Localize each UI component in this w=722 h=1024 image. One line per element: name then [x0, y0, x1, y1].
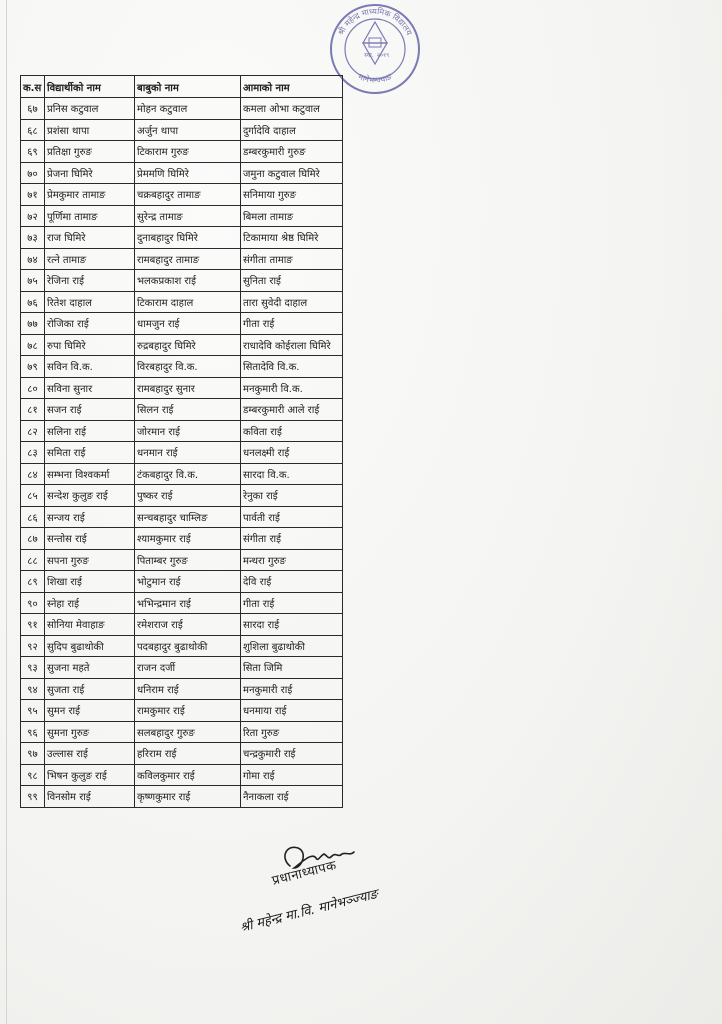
cell-student-name: सम्भना विश्वकर्मा: [45, 463, 135, 485]
cell-serial: ८२: [21, 420, 45, 442]
table-row: [21, 141, 343, 163]
cell-father-name: मोहन कटुवाल: [135, 98, 241, 120]
cell-mother-name: सिता जिमि: [241, 657, 343, 679]
cell-mother-name: शुशिला बुढाथोकी: [241, 635, 343, 657]
cell-serial: ८५: [21, 485, 45, 507]
cell-student-name: प्रेजना घिमिरे: [45, 162, 135, 184]
cell-student-name: रोजिका राई: [45, 313, 135, 335]
svg-text:मानेभन्ज्याङ: [357, 72, 394, 85]
table-row: [21, 549, 343, 571]
cell-father-name: अर्जुन थापा: [135, 119, 241, 141]
cell-mother-name: देवि राई: [241, 571, 343, 593]
cell-serial: ८९: [21, 571, 45, 593]
cell-father-name: रामकुमार राई: [135, 700, 241, 722]
cell-serial: ७४: [21, 248, 45, 270]
cell-serial: ८६: [21, 506, 45, 528]
cell-father-name: भलकप्रकाश राई: [135, 270, 241, 292]
cell-father-name: चक्रबहादुर तामाङ: [135, 184, 241, 206]
cell-serial: ७०: [21, 162, 45, 184]
cell-father-name: राजन दर्जी: [135, 657, 241, 679]
cell-mother-name: सारदा राई: [241, 614, 343, 636]
table-row: [21, 313, 343, 335]
header-student-name: विद्यार्थीको नाम: [45, 76, 135, 98]
cell-father-name: रमेशराज राई: [135, 614, 241, 636]
cell-mother-name: राधादेवि कोईराला घिमिरे: [241, 334, 343, 356]
cell-student-name: सन्तोस राई: [45, 528, 135, 550]
cell-serial: ६८: [21, 119, 45, 141]
table-row: [21, 184, 343, 206]
table-row: [21, 227, 343, 249]
cell-mother-name: सनिमाया गुरुङ: [241, 184, 343, 206]
cell-father-name: पिताम्बर गुरुङ: [135, 549, 241, 571]
cell-serial: ९५: [21, 700, 45, 722]
cell-student-name: सन्देश कुलुङ राई: [45, 485, 135, 507]
cell-mother-name: सितादेवि वि.क.: [241, 356, 343, 378]
cell-father-name: सलबहादुर गुरुङ: [135, 721, 241, 743]
cell-father-name: हरिराम राई: [135, 743, 241, 765]
cell-serial: ६९: [21, 141, 45, 163]
cell-father-name: रामबहादुर सुनार: [135, 377, 241, 399]
cell-father-name: सुरेन्द्र तामाङ: [135, 205, 241, 227]
cell-serial: ९९: [21, 786, 45, 808]
cell-mother-name: गीता राई: [241, 313, 343, 335]
cell-student-name: समिता राई: [45, 442, 135, 464]
cell-mother-name: दुर्गादेवि दाहाल: [241, 119, 343, 141]
cell-student-name: सविन वि.क.: [45, 356, 135, 378]
cell-father-name: दुनाबहादुर घिमिरे: [135, 227, 241, 249]
cell-serial: ७९: [21, 356, 45, 378]
cell-father-name: कविलकुमार राई: [135, 764, 241, 786]
cell-father-name: जोरमान राई: [135, 420, 241, 442]
cell-student-name: भिषन कुलुङ राई: [45, 764, 135, 786]
table-row: [21, 485, 343, 507]
cell-father-name: पदबहादुर बुढाथोकी: [135, 635, 241, 657]
cell-student-name: विनसोम राई: [45, 786, 135, 808]
cell-serial: ८३: [21, 442, 45, 464]
cell-mother-name: बिमला तामाङ: [241, 205, 343, 227]
table-row: [21, 700, 343, 722]
cell-mother-name: रेनुका राई: [241, 485, 343, 507]
cell-student-name: रेजिना राई: [45, 270, 135, 292]
cell-mother-name: पार्वती राई: [241, 506, 343, 528]
cell-student-name: प्रशंसा थापा: [45, 119, 135, 141]
cell-serial: ८७: [21, 528, 45, 550]
cell-father-name: श्यामकुमार राई: [135, 528, 241, 550]
cell-serial: ९७: [21, 743, 45, 765]
cell-mother-name: मन्थरा गुरुङ: [241, 549, 343, 571]
cell-student-name: प्रेमकुमार तामाङ: [45, 184, 135, 206]
table-row: [21, 786, 343, 808]
cell-father-name: टिकाराम दाहाल: [135, 291, 241, 313]
stamp-bottom-text: मानेभन्ज्याङ: [356, 71, 394, 85]
cell-student-name: सुमना गुरुङ: [45, 721, 135, 743]
cell-student-name: प्रनिस कटुवाल: [45, 98, 135, 120]
cell-serial: ९३: [21, 657, 45, 679]
cell-student-name: राज घिमिरे: [45, 227, 135, 249]
cell-student-name: शिखा राई: [45, 571, 135, 593]
cell-serial: ८१: [21, 399, 45, 421]
paper-edge: [6, 0, 7, 1024]
cell-serial: ९२: [21, 635, 45, 657]
cell-student-name: सोनिया मेवाहाङ: [45, 614, 135, 636]
table-row: [21, 356, 343, 378]
cell-mother-name: मनकुमारी वि.क.: [241, 377, 343, 399]
table-row: [21, 248, 343, 270]
table-row: [21, 571, 343, 593]
cell-student-name: रत्ने तामाङ: [45, 248, 135, 270]
cell-father-name: प्रेममणि घिमिरे: [135, 162, 241, 184]
cell-mother-name: कविता राई: [241, 420, 343, 442]
cell-father-name: पुष्कर राई: [135, 485, 241, 507]
cell-serial: ९०: [21, 592, 45, 614]
cell-student-name: सुजना महते: [45, 657, 135, 679]
cell-father-name: धामजुन राई: [135, 313, 241, 335]
header-father-name: बाबुको नाम: [135, 76, 241, 98]
cell-serial: ७६: [21, 291, 45, 313]
cell-serial: ८८: [21, 549, 45, 571]
cell-mother-name: डम्बरकुमारी गुरुङ: [241, 141, 343, 163]
table-row: [21, 399, 343, 421]
cell-serial: ७७: [21, 313, 45, 335]
table-row: [21, 592, 343, 614]
cell-mother-name: रिता गुरुङ: [241, 721, 343, 743]
table-row: [21, 506, 343, 528]
cell-father-name: सन्चबहादुर चाम्लिङ: [135, 506, 241, 528]
cell-father-name: भोटुमान राई: [135, 571, 241, 593]
roster-body: [21, 98, 343, 808]
cell-mother-name: कमला ओभा कटुवाल: [241, 98, 343, 120]
table-row: [21, 205, 343, 227]
cell-student-name: रुपा घिमिरे: [45, 334, 135, 356]
cell-serial: ७३: [21, 227, 45, 249]
table-row: [21, 764, 343, 786]
cell-mother-name: चन्द्रकुमारी राई: [241, 743, 343, 765]
cell-serial: ९८: [21, 764, 45, 786]
stamp-top-text: श्री महेन्द्र माध्यमिक विद्यालय: [336, 6, 414, 37]
cell-student-name: सपना गुरुङ: [45, 549, 135, 571]
cell-student-name: रितेश दाहाल: [45, 291, 135, 313]
table-row: [21, 377, 343, 399]
cell-mother-name: मनकुमारी राई: [241, 678, 343, 700]
cell-mother-name: डम्बरकुमारी आले राई: [241, 399, 343, 421]
cell-father-name: धनमान राई: [135, 442, 241, 464]
table-row: [21, 463, 343, 485]
cell-mother-name: गीता राई: [241, 592, 343, 614]
table-header-row: [21, 76, 343, 98]
cell-student-name: सन्जय राई: [45, 506, 135, 528]
cell-student-name: सविना सुनार: [45, 377, 135, 399]
cell-mother-name: सारदा वि.क.: [241, 463, 343, 485]
cell-serial: ९४: [21, 678, 45, 700]
table-row: [21, 743, 343, 765]
cell-serial: ७८: [21, 334, 45, 356]
table-row: [21, 678, 343, 700]
table-row: [21, 721, 343, 743]
cell-student-name: उल्लास राई: [45, 743, 135, 765]
cell-mother-name: संगीता राई: [241, 528, 343, 550]
stamp-center-text: स्था.: [364, 52, 374, 59]
student-roster-table: [20, 75, 343, 808]
cell-serial: ७५: [21, 270, 45, 292]
table-row: [21, 420, 343, 442]
cell-student-name: सलिना राई: [45, 420, 135, 442]
cell-mother-name: टिकामाया श्रेष्ठ घिमिरे: [241, 227, 343, 249]
table-row: [21, 119, 343, 141]
table-row: [21, 270, 343, 292]
table-row: [21, 334, 343, 356]
cell-mother-name: नैनाकला राई: [241, 786, 343, 808]
stamp-year-text: २०१९: [376, 52, 390, 59]
cell-serial: ६७: [21, 98, 45, 120]
cell-student-name: पूर्णिमा तामाङ: [45, 205, 135, 227]
cell-mother-name: गोमा राई: [241, 764, 343, 786]
table-row: [21, 528, 343, 550]
cell-father-name: टंकबहादुर वि.क.: [135, 463, 241, 485]
header-mother-name: आमाको नाम: [241, 76, 343, 98]
cell-serial: ७१: [21, 184, 45, 206]
cell-mother-name: जमुना कटुवाल घिमिरे: [241, 162, 343, 184]
cell-serial: ९६: [21, 721, 45, 743]
cell-father-name: भभिन्द्रमान राई: [135, 592, 241, 614]
table-row: [21, 657, 343, 679]
header-serial: क.स: [21, 76, 45, 98]
table-row: [21, 291, 343, 313]
cell-father-name: धनिराम राई: [135, 678, 241, 700]
cell-father-name: रुद्रबहादुर घिमिरे: [135, 334, 241, 356]
cell-father-name: सिलन राई: [135, 399, 241, 421]
cell-mother-name: धनलक्ष्मी राई: [241, 442, 343, 464]
cell-father-name: टिकाराम गुरुङ: [135, 141, 241, 163]
cell-mother-name: सुनिता राई: [241, 270, 343, 292]
table-row: [21, 635, 343, 657]
table-row: [21, 614, 343, 636]
cell-serial: ८०: [21, 377, 45, 399]
headmaster-title: प्रधानाध्यापक: [270, 858, 339, 889]
cell-student-name: सुजता राई: [45, 678, 135, 700]
table-row: [21, 162, 343, 184]
cell-student-name: सजन राई: [45, 399, 135, 421]
cell-student-name: सुदिप बुढाथोकी: [45, 635, 135, 657]
table-row: [21, 98, 343, 120]
table-row: [21, 442, 343, 464]
cell-father-name: रामबहादुर तामाङ: [135, 248, 241, 270]
cell-student-name: प्रतिक्षा गुरुङ: [45, 141, 135, 163]
cell-father-name: विरबहादुर वि.क.: [135, 356, 241, 378]
cell-serial: ९१: [21, 614, 45, 636]
cell-serial: ८४: [21, 463, 45, 485]
cell-mother-name: तारा सुवेदी दाहाल: [241, 291, 343, 313]
cell-mother-name: धनमाया राई: [241, 700, 343, 722]
cell-student-name: स्नेहा राई: [45, 592, 135, 614]
cell-mother-name: संगीता तामाङ: [241, 248, 343, 270]
cell-father-name: कृष्णकुमार राई: [135, 786, 241, 808]
cell-student-name: सुमन राई: [45, 700, 135, 722]
cell-serial: ७२: [21, 205, 45, 227]
school-seal-text: श्री महेन्द्र मा.वि. मानेभञ्ज्याङ: [238, 886, 380, 936]
